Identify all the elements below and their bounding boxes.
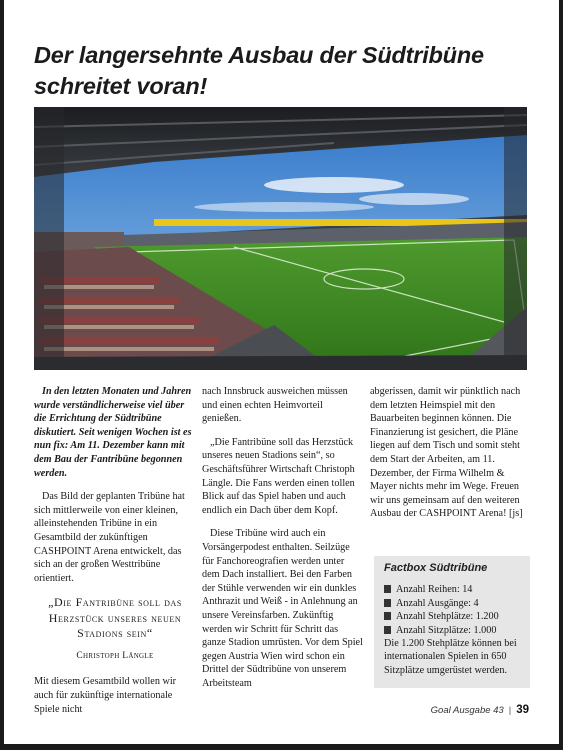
article-paragraph: Diese Tribüne wird auch ein Vorsängerpodest enthalten. Seilzüge für Fanchoreografien werden unter dem Dach installiert. Bei den Farben der Stühle verwenden wir ein dunkles Anthrazit und Weiß - in Anlehnung an unsere Vereinsfarben. Zukünftig werden wir Schritt für Schritt das ganze Stadion umrüsten. Vor dem Spiel gegen Austria Wien wird schon ein Drittel der Südtribüne von unserem Arbeitsteam xyxy=(202,528,363,689)
pull-quote: „Die Fantribüne soll das Herzstück unseres neuen Stadions sein“ xyxy=(48,595,182,641)
article-column-1 xyxy=(34,385,196,726)
article-paragraph: nach Innsbruck ausweichen müssen und einen echten Heimvorteil genießen. xyxy=(202,386,348,425)
footer-separator: | xyxy=(508,704,512,716)
factbox-item: Anzahl Reihen: 14 xyxy=(384,583,522,596)
factbox-item: Anzahl Stehplätze: 1.200 xyxy=(384,610,522,623)
square-bullet-icon xyxy=(384,599,391,607)
page-title: Der langersehnte Ausbau der Südtribüne schreitet voran! xyxy=(34,42,484,99)
square-bullet-icon xyxy=(384,612,391,620)
factbox-item: Anzahl Ausgänge: 4 xyxy=(384,597,522,610)
article-paragraph: „Die Fantribüne soll das Herzstück unseres neuen Stadions sein“, so Geschäftsführer Wirtschaft Christoph Längle. Die Fans werden einen tollen Blick auf das Spiel haben und auch endlich ein Dach über dem Kopf. xyxy=(202,436,355,516)
article-paragraph: Mit diesem Gesamtbild wollen wir auch für zukünftige internationale Spiele nicht xyxy=(34,676,177,715)
factbox-note: Die 1.200 Stehplätze können bei internationalen Spielen in 650 Sitzplätze umgerüstet werden. xyxy=(384,638,517,676)
article-column-2 xyxy=(202,385,364,700)
factbox-title: Factbox Südtribüne xyxy=(384,562,488,574)
issue-label: Goal Ausgabe 43 xyxy=(430,704,504,716)
factbox xyxy=(374,556,530,688)
square-bullet-icon xyxy=(384,626,391,634)
article-paragraph: abgerissen, damit wir pünktlich nach dem letzten Heimspiel mit den Bauarbeiten beginnen können. Die Finanzierung ist gesichert, die Pläne liegen auf dem Tisch und somit steht dem Start der Arbeiten, am 11. Dezember, der Firma Wilhelm & Mayer nichts mehr im Wege. Freuen wir uns gemeinsam auf den weiteren Ausbau der CASHPOINT Arena! [js] xyxy=(370,386,523,520)
article-paragraph: Das Bild der geplanten Tribüne hat sich mittlerweile von einer kleinen, alleinstehenden Tribüne in ein Gesamtbild der zukünftigen CASHPOINT Arena entwickelt, das sich an der großen Westtribüne orientiert. xyxy=(34,491,185,584)
article-column-3 xyxy=(370,385,530,531)
page-number: 39 xyxy=(516,704,529,716)
page-footer xyxy=(431,704,529,716)
pull-quote-author: Christoph Längle xyxy=(76,650,154,661)
factbox-item: Anzahl Sitzplätze: 1.000 xyxy=(384,624,522,637)
article-lead: In den letzten Monaten und Jahren wurde verständlicherweise viel über die Errichtung der Südtribüne diskutiert. Seit wenigen Wochen ist es nun fix: Am 11. Dezember kann mit dem Bau der Fantribüne begonnen werden. xyxy=(34,386,192,479)
square-bullet-icon xyxy=(384,585,391,593)
magazine-page xyxy=(4,0,559,744)
stadium-rendering-image xyxy=(34,107,527,370)
